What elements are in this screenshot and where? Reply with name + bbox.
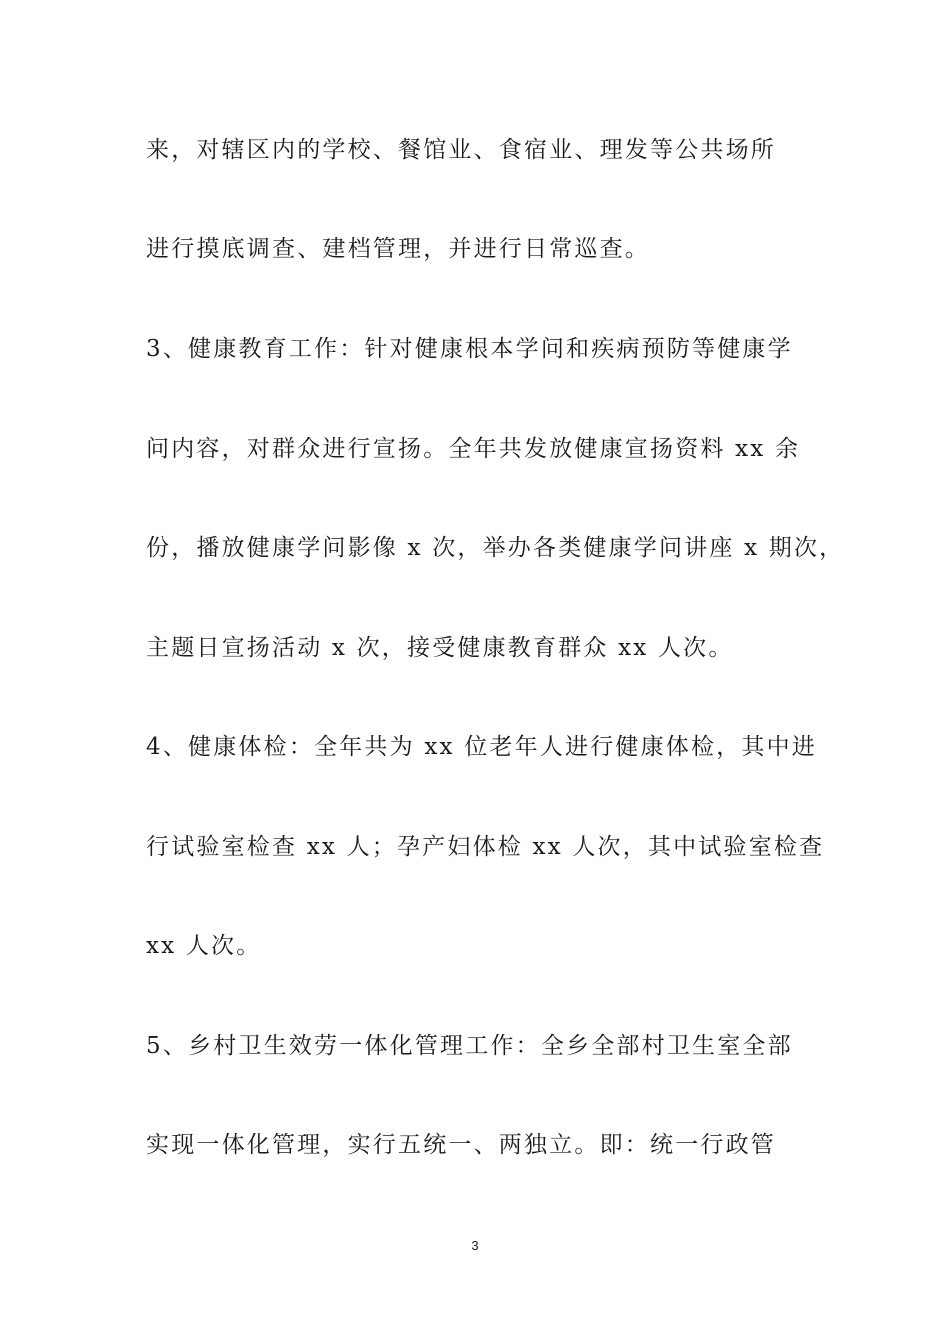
text-line: xx 人次。 [146, 933, 262, 959]
text-line: 份，播放健康学问影像 x 次，举办各类健康学问讲座 x 期次， [146, 535, 845, 561]
section-4-heading-line: 4、健康体检：全年共为 xx 位老年人进行健康体检，其中进 [146, 734, 817, 760]
text-line: 实现一体化管理，实行五统一、两独立。即：统一行政管 [146, 1132, 776, 1158]
text-line: 问内容，对群众进行宣扬。全年共发放健康宣扬资料 xx 余 [146, 436, 801, 462]
section-3-heading-line: 3、健康教育工作：针对健康根本学问和疾病预防等健康学 [146, 336, 793, 362]
page-number: 3 [471, 1238, 479, 1253]
text-line: 进行摸底调查、建档管理，并进行日常巡查。 [146, 236, 650, 262]
text-line: 行试验室检查 xx 人；孕产妇体检 xx 人次，其中试验室检查 [146, 834, 825, 860]
section-5-heading-line: 5、乡村卫生效劳一体化管理工作：全乡全部村卫生室全部 [146, 1033, 793, 1059]
text-line: 主题日宣扬活动 x 次，接受健康教育群众 xx 人次。 [146, 635, 734, 661]
text-line: 来，对辖区内的学校、餐馆业、食宿业、理发等公共场所 [146, 137, 776, 163]
